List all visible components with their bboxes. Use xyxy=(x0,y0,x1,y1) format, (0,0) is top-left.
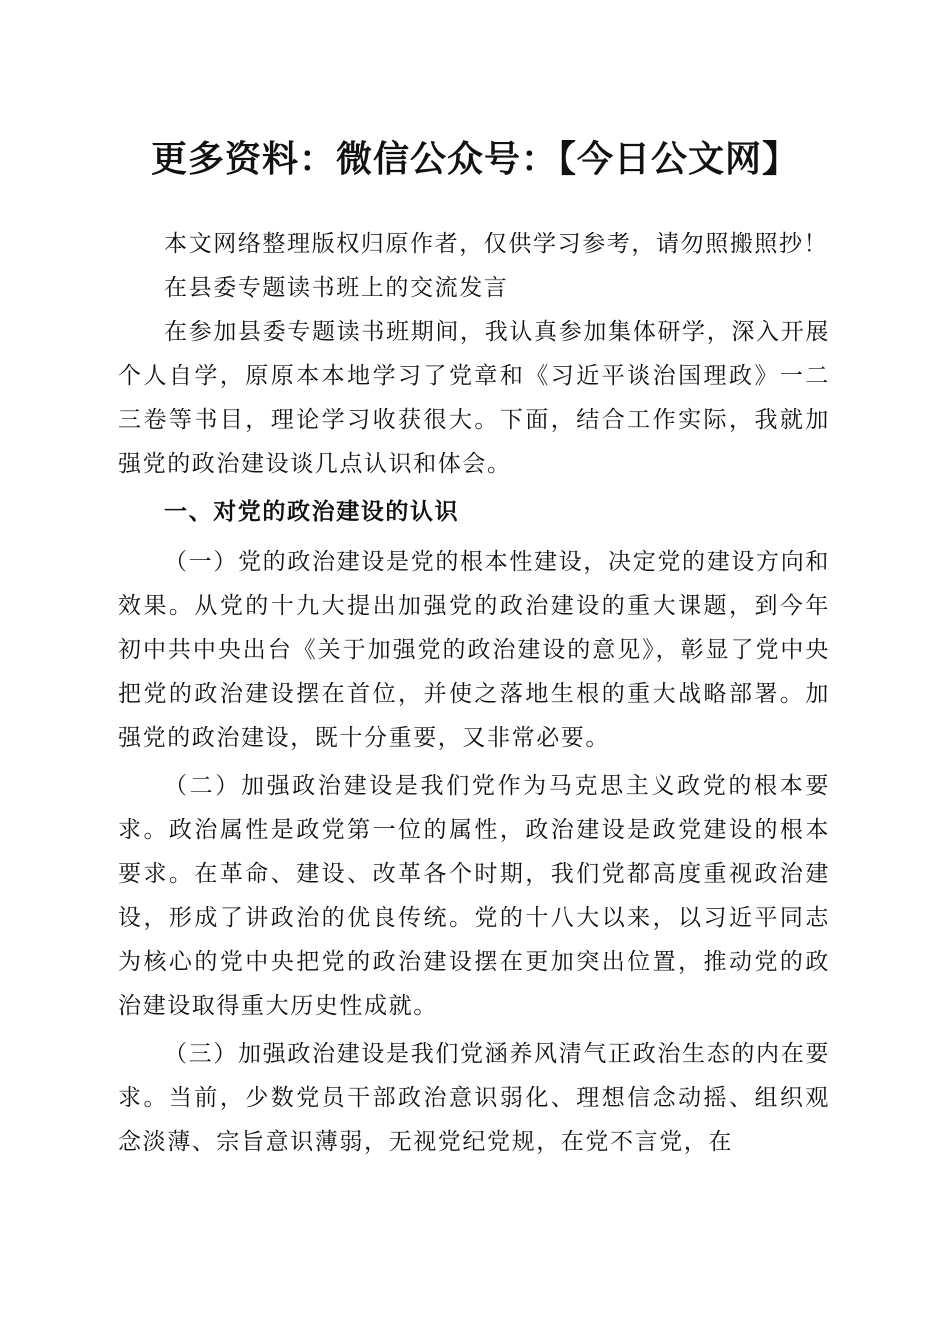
section-paragraph-3: （三）加强政治建设是我们党涵养风清气正政治生态的内在要求。当前，少数党员干部政治意识弱化、理想信念动摇、组织观念淡薄、宗旨意识薄弱，无视党纪党规，在党不言党，在 xyxy=(118,1041,830,1155)
intro-paragraph: 在参加县委专题读书班期间，我认真参加集体研学，深入开展个人自学，原原本本地学习了党章和《习近平谈治国理政》一二三卷等书目，理论学习收获很大。下面，结合工作实际，我就加强党的政治建设谈几点认识和体会。 xyxy=(118,319,830,477)
section-paragraph-2: （二）加强政治建设是我们党作为马克思主义政党的根本要求。政治属性是政党第一位的属性，政治建设是政党建设的根本要求。在革命、建设、改革各个时期，我们党都高度重视政治建设，形成了讲政治的优良传统。党的十八大以来，以习近平同志为核心的党中央把党的政治建设摆在更加突出位置，推动党的政治建设取得重大历史性成就。 xyxy=(118,773,830,1019)
section-heading: 一、对党的政治建设的认识 xyxy=(164,499,460,525)
document-body xyxy=(118,202,830,1164)
document-title: 更多资料：微信公众号：【今日公文网】 xyxy=(150,139,799,180)
copyright-notice: 本文网络整理版权归原作者，仅供学习参考，请勿照搬照抄！ xyxy=(164,231,829,257)
speech-subtitle: 在县委专题读书班上的交流发言 xyxy=(164,275,509,301)
section-paragraph-1: （一）党的政治建设是党的根本性建设，决定党的建设方向和效果。从党的十九大提出加强党的政治建设的重大课题，到今年初中共中央出台《关于加强党的政治建设的意见》，彰显了党中央把党的政治建设摆在首位，并使之落地生根的重大战略部署。加强党的政治建设，既十分重要，又非常必要。 xyxy=(118,549,830,751)
